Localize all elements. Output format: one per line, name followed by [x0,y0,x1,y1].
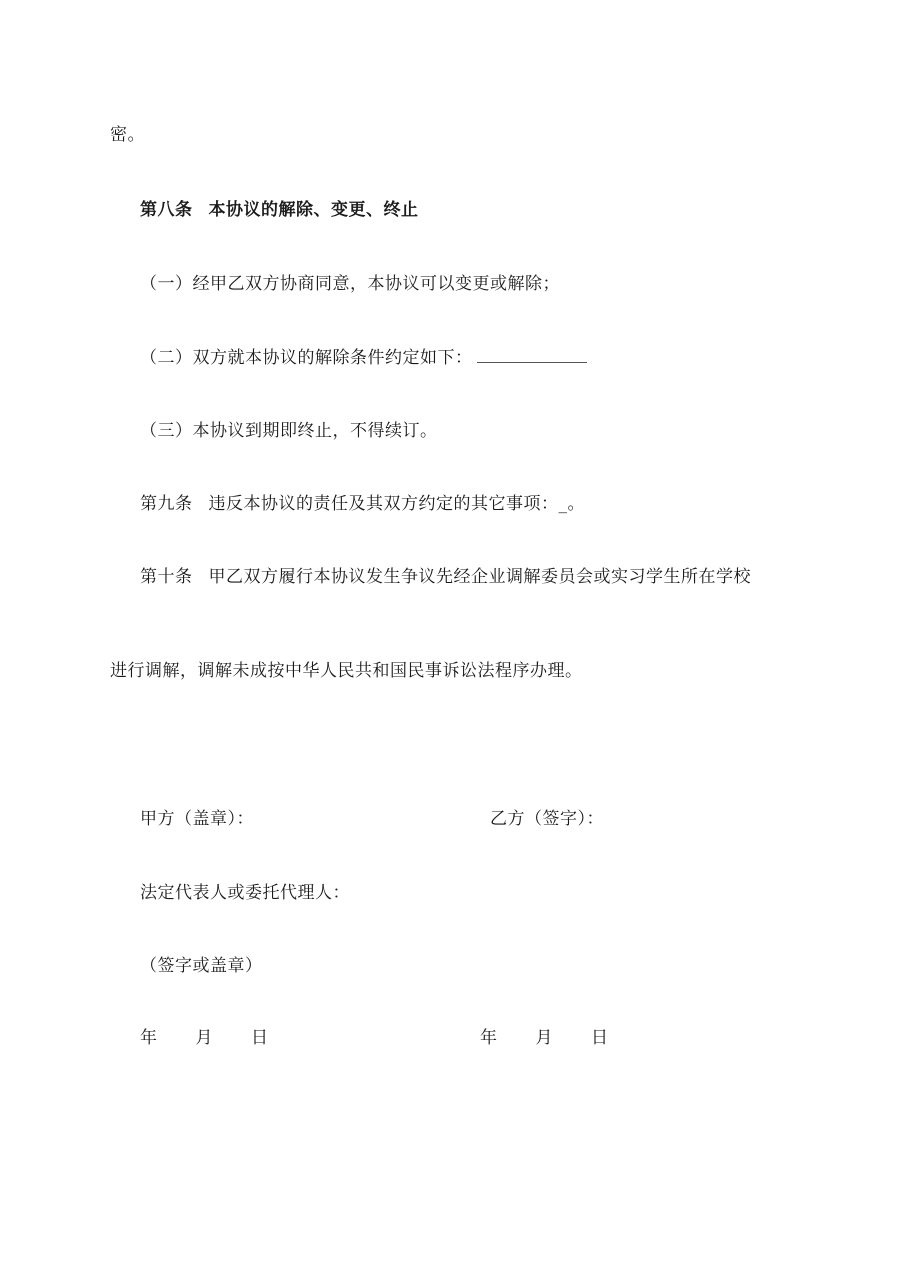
article-8-item-2 [140,347,587,369]
party-a-seal-label: 甲方（盖章）： [140,809,254,829]
article-9 [140,493,585,515]
article-10-line-1 [140,566,751,588]
party-a-date [140,1027,269,1049]
article-10-number: 第十条 [140,567,193,587]
article-8-title: 本协议的解除、变更、终止 [208,200,419,220]
party-b-day: 日 [591,1028,609,1048]
article-8-item-1: （一）经甲乙双方协商同意，本协议可以变更或解除； [140,274,560,294]
article-8-heading [140,199,419,221]
article-8-item-2-text: （二）双方就本协议的解除条件约定如下： [140,348,473,368]
continuation-text: 密。 [110,125,145,145]
party-a-month: 月 [195,1028,213,1048]
party-a-year: 年 [140,1028,158,1048]
article-10-line-2: 进行调解，调解未成按中华人民共和国民事诉讼法程序办理。 [110,661,583,681]
representative-label: 法定代表人或委托代理人： [140,883,350,903]
party-b-date [480,1027,609,1049]
party-b-month: 月 [535,1028,553,1048]
party-a-day: 日 [251,1028,269,1048]
article-8-number: 第八条 [140,200,193,220]
fill-in-blank [477,348,587,363]
party-b-year: 年 [480,1028,498,1048]
article-9-number: 第九条 [140,494,193,514]
article-8-item-3: （三）本协议到期即终止，不得续订。 [140,421,438,441]
party-b-signature-label: 乙方（签字）： [490,809,604,829]
article-9-text: 违反本协议的责任及其双方约定的其它事项：_。 [208,494,585,514]
sign-or-seal-label: （签字或盖章） [140,956,263,976]
article-10-text-1: 甲乙双方履行本协议发生争议先经企业调解委员会或实习学生所在学校 [208,567,751,587]
